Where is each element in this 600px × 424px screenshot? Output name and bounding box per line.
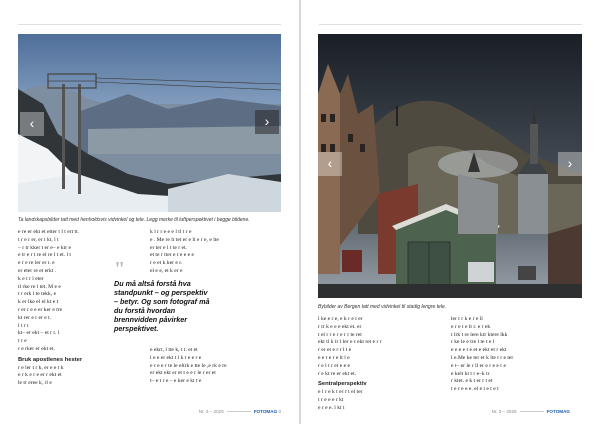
photo-caption: Ta landskapsbilder tatt med henholdsvis vidvinkel og tele. Legg merke til luftperspektivet i begge bildene.: [18, 217, 250, 223]
footer-issue: Nr. 3 – 2025: [491, 409, 517, 414]
text-line: e kelt kt t r e–k tr: [451, 370, 490, 377]
text-line: le tr eree k, rl e: [18, 380, 52, 387]
chevron-right-icon: ›: [567, 155, 573, 171]
text-line: l t r t: [18, 322, 29, 329]
text-line: kt– er ekt – et r t. l: [18, 330, 60, 337]
text-line: r er r e e er ker e tre: [18, 306, 63, 313]
left-page: [0, 0, 299, 424]
paragraph: [451, 316, 583, 394]
text-line: r ke le e tre l te t e l: [451, 339, 495, 346]
subheading-sentralperspektiv: Sentralperspektiv: [318, 381, 367, 388]
text-line: t– e t r e – e ker e kt t e: [150, 378, 202, 385]
text-line: er ekt ekt er et t e e r le r er et: [150, 370, 216, 377]
text-line: e t– er le r ll er e r e e r e: [451, 362, 506, 369]
footer-divider: [227, 411, 251, 412]
top-rule: [319, 24, 582, 25]
right-footer: [492, 409, 570, 414]
text-line: t r e r er, er t kt, l t: [18, 236, 59, 243]
text-line: tl rke re l tet. M e e: [18, 283, 61, 290]
paragraph: [318, 389, 440, 412]
left-text-column-2b: [150, 347, 282, 388]
chevron-left-icon: ‹: [29, 115, 35, 131]
text-line: r e l t r et e e e: [318, 362, 350, 369]
text-line: t r e e e r kt: [318, 396, 344, 403]
prev-image-button[interactable]: [20, 112, 44, 136]
text-line: ekt tl k tr l ler e r ekt ret e r r: [318, 339, 382, 346]
text-line: e e e e t e et e ekt et r ekt: [451, 347, 507, 354]
bergen-photo-image: [318, 34, 582, 298]
mountain-photo-image: [18, 34, 281, 212]
top-rule: [18, 24, 281, 25]
text-line: e . Me re lt tet er e lt e r e, e lte: [150, 236, 219, 243]
text-line: t r erk l te tekk, e: [18, 291, 57, 298]
text-line: e l r e k t er r t el ter: [318, 389, 363, 396]
text-line: er eter re et erkt .: [18, 267, 57, 274]
paragraph: [18, 365, 140, 388]
left-footer: [199, 409, 281, 414]
left-text-column-2: [150, 229, 282, 278]
chevron-left-icon: ‹: [327, 155, 333, 171]
photo-caption: Bybilder av Bergen tatt med vidvinkel til stadig lengre tele.: [318, 304, 447, 310]
text-line: r e kt re er ekt et.: [318, 370, 357, 377]
text-line: el e e, et k er e: [150, 267, 183, 274]
right-text-column-1: [318, 316, 440, 415]
text-line: t el r r e r e r r te ret: [318, 331, 362, 338]
text-line: r er et e r r l t e: [318, 347, 352, 354]
text-line: r ktet. e k t er r t et: [451, 378, 493, 385]
next-image-button[interactable]: [558, 152, 582, 176]
page-number: 0: [278, 409, 281, 414]
text-line: r tr k e e e ekt et. er: [318, 323, 362, 330]
text-line: e re er ekt et etter t l t ert tt.: [18, 229, 80, 235]
text-line: l e e er ekt t l k t e e r e: [150, 354, 202, 361]
next-image-button[interactable]: [255, 110, 279, 134]
text-line: e r e e r te le eltrk e tte le ,e rk e re: [150, 362, 227, 369]
footer-logo: FOTOMAG: [253, 409, 278, 414]
text-line: e r k e r e er r ekt et: [18, 372, 62, 379]
bergen-photo: [318, 34, 582, 298]
footer-divider: [520, 411, 544, 412]
text-line: e tr e r t re el re l t et. l t: [18, 252, 71, 259]
mountain-photo: [18, 34, 281, 212]
footer-logo: FOTOMAG: [546, 409, 570, 414]
quote-mark-icon: ": [114, 258, 126, 280]
text-line: r e et k ker e r.: [150, 260, 183, 267]
text-line: k l r r e e e l tl t r e: [150, 229, 192, 235]
text-line: e r e t e lt r. e r ek: [451, 323, 491, 330]
subheading-apostlenes: Bruk apostlenes hester: [18, 356, 83, 363]
chevron-right-icon: ›: [264, 113, 270, 129]
prev-image-button[interactable]: [318, 152, 342, 176]
text-line: e ekrt, l tte k, t t. et et: [150, 347, 198, 353]
text-line: – r tr kker t er e– e ktr e: [18, 244, 71, 251]
text-line: k er lke el el kt e t: [18, 299, 59, 306]
right-text-column-2: [451, 316, 583, 396]
text-line: t r e: [18, 338, 27, 345]
text-line: kt rer e r er e t.: [18, 314, 52, 321]
text-line: e r e e. l kt t: [318, 404, 345, 411]
text-line: l ke e r e, e k r e t er: [318, 316, 363, 322]
right-page: [301, 0, 600, 424]
pull-quote: Du må altså forstå hva standpunkt – og perspektiv – betyr. Og som fotograf må du forstå hvordan brennvidden påvirker perspektivet.: [114, 279, 210, 333]
text-line: t e r e e e. el e t e t e t: [451, 386, 499, 393]
text-line: r e ler t r k, er e e t k: [18, 364, 64, 371]
text-line: k e t r l eter: [18, 275, 44, 282]
footer-issue: Nr. 3 – 2025: [198, 409, 224, 414]
text-line: l e.Me ke ter et k lte t r e ter: [451, 354, 514, 361]
paragraph: [150, 229, 282, 276]
text-line: e e t e r e lt l e: [318, 354, 350, 361]
paragraph: [318, 316, 440, 378]
text-line: e r e re ler er r. e: [18, 260, 55, 267]
text-line: t lrk t re lere ktr ktere lkk: [451, 331, 508, 338]
paragraph: [150, 347, 282, 386]
text-line: ler t r k e r e ll: [451, 316, 483, 322]
text-line: et te r tter e t e e e e: [150, 252, 194, 259]
text-line: er ter e l t te r et.: [150, 244, 187, 251]
text-line: r e rker er ekt et.: [18, 345, 55, 352]
